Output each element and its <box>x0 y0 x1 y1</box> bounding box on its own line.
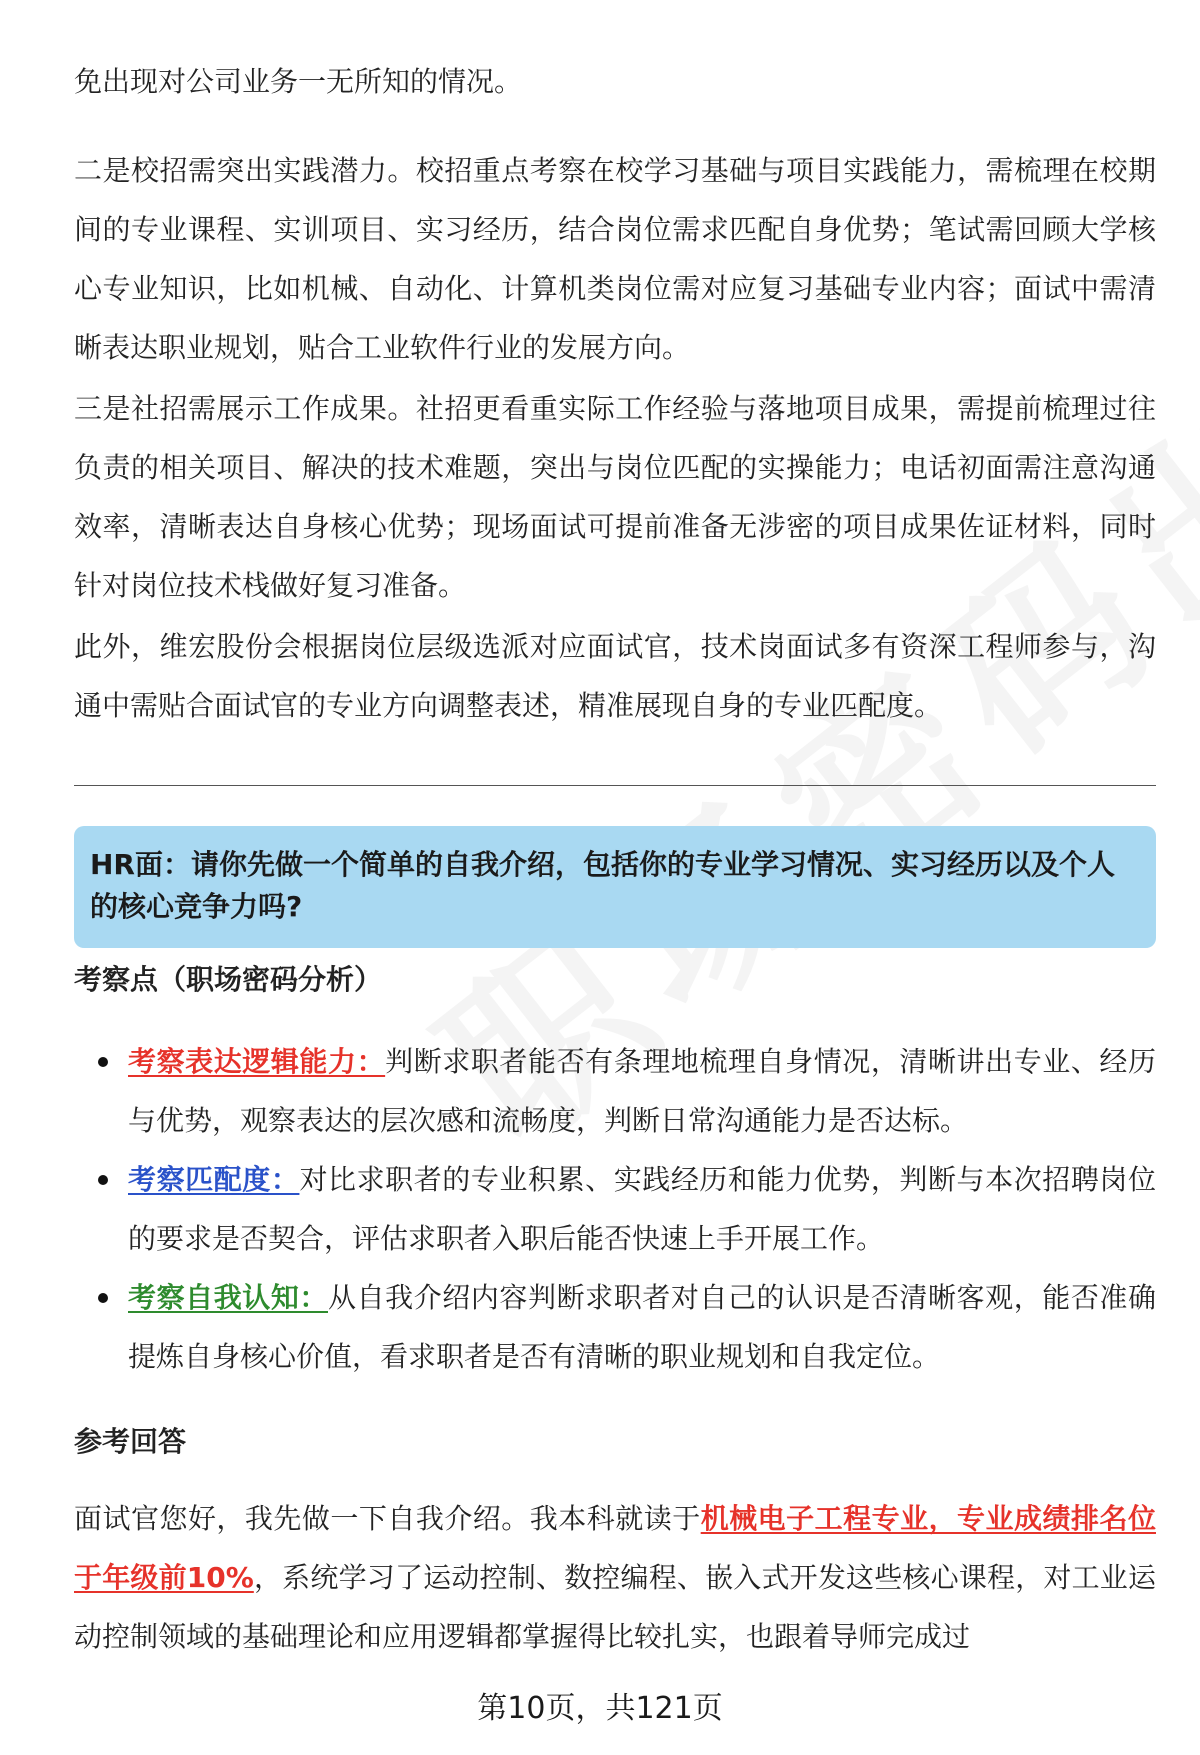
question-box <box>74 826 1156 948</box>
answer-intro: 面试官您好，我先做一下自我介绍。我本科就读于 <box>74 1502 701 1535</box>
assess-text: 从自我介绍内容判断求职者对自己的认识是否清晰客观，能否准确提炼自身核心价值，看求职者是否有清晰的职业规划和自我定位。 <box>128 1281 1156 1373</box>
assess-text: 对比求职者的专业积累、实践经历和能力优势，判断与本次招聘岗位的要求是否契合，评估求职者入职后能否快速上手开展工作。 <box>128 1163 1156 1255</box>
assess-heading: 考察点（职场密码分析） <box>74 963 383 996</box>
answer-highlight: 机械电子工程专业，专业成绩排名位于年级前10% <box>74 1502 1156 1594</box>
paragraph: 免出现对公司业务一无所知的情况。 <box>74 65 523 98</box>
divider <box>74 785 1156 786</box>
page-footer: 第10页，共121页 <box>477 1691 723 1726</box>
bullet-icon <box>98 1293 108 1303</box>
assess-label: 考察自我认知： <box>128 1281 328 1314</box>
paragraph: 三是社招需展示工作成果。社招更看重实际工作经验与落地项目成果，需提前梳理过往负责的相关项目、解决的技术难题，突出与岗位匹配的实操能力；电话初面需注意沟通效率，清晰表达自身核心优势；现场面试可提前准备无涉密的项目成果佐证材料，同时针对岗位技术栈做好复习准备。 <box>74 392 1156 602</box>
question-text: HR面：请你先做一个简单的自我介绍，包括你的专业学习情况、实习经历以及个人的核心竞争力吗? <box>90 848 1115 923</box>
list-item <box>74 1268 1156 1386</box>
paragraph: 此外，维宏股份会根据岗位层级选派对应面试官，技术岗面试多有资深工程师参与，沟通中需贴合面试官的专业方向调整表述，精准展现自身的专业匹配度。 <box>74 630 1156 722</box>
answer-paragraph <box>74 1489 1156 1666</box>
paragraph: 二是校招需突出实践潜力。校招重点考察在校学习基础与项目实践能力，需梳理在校期间的专业课程、实训项目、实习经历，结合岗位需求匹配自身优势；笔试需回顾大学核心专业知识，比如机械、自动化、计算机类岗位需对应复习基础专业内容；面试中需清晰表达职业规划，贴合工业软件行业的发展方向。 <box>74 154 1156 364</box>
answer-rest: ，系统学习了运动控制、数控编程、嵌入式开发这些核心课程，对工业运动控制领域的基础理论和应用逻辑都掌握得比较扎实，也跟着导师完成过 <box>74 1561 1156 1653</box>
assess-text: 判断求职者能否有条理地梳理自身情况，清晰讲出专业、经历与优势，观察表达的层次感和流畅度，判断日常沟通能力是否达标。 <box>128 1045 1156 1137</box>
assess-list <box>74 1032 1156 1386</box>
assess-label: 考察匹配度： <box>128 1163 300 1196</box>
list-item <box>74 1150 1156 1268</box>
bullet-icon <box>98 1175 108 1185</box>
bullet-icon <box>98 1057 108 1067</box>
answer-heading: 参考回答 <box>74 1425 187 1458</box>
assess-label: 考察表达逻辑能力： <box>128 1045 386 1078</box>
list-item <box>74 1032 1156 1150</box>
